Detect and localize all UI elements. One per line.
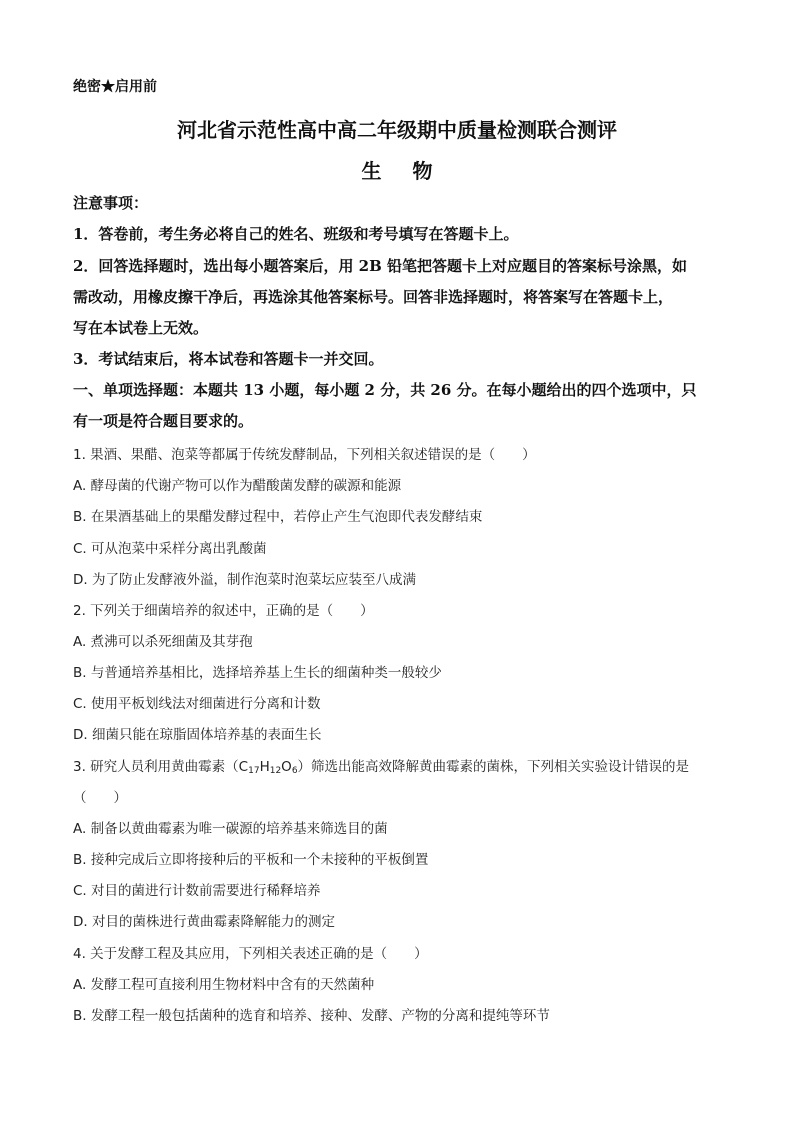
question-2-option-b: B. 与普通培养基相比，选择培养基上生长的细菌种类一般较少 <box>73 665 442 681</box>
question-3-option-b: B. 接种完成后立即将接种后的平板和一个未接种的平板倒置 <box>73 852 429 868</box>
question-1-option-c: C. 可从泡菜中采样分离出乳酸菌 <box>73 541 267 557</box>
question-4-option-b: B. 发酵工程一般包括菌种的选育和培养、接种、发酵、产物的分离和提纯等环节 <box>73 1008 550 1024</box>
note-3: 3．考试结束后，将本试卷和答题卡一并交回。 <box>73 350 384 368</box>
question-2-option-c: C. 使用平板划线法对细菌进行分离和计数 <box>73 696 321 712</box>
question-1-option-b: B. 在果酒基础上的果醋发酵过程中，若停止产生气泡即代表发酵结束 <box>73 509 483 525</box>
question-3-option-a: A. 制备以黄曲霉素为唯一碳源的培养基来筛选目的菌 <box>73 821 388 837</box>
question-2-option-d: D. 细菌只能在琼脂固体培养基的表面生长 <box>73 727 322 743</box>
note-1: 1．答卷前，考生务必将自己的姓名、班级和考号填写在答题卡上。 <box>73 225 519 243</box>
question-3-stem-continued: （ ） <box>73 790 127 806</box>
question-1-option-a: A. 酵母菌的代谢产物可以作为醋酸菌发酵的碳源和能源 <box>73 478 402 494</box>
confidential-label: 绝密★启用前 <box>73 79 157 95</box>
section-heading-line-1: 一、单项选择题：本题共 13 小题，每小题 2 分，共 26 分。在每小题给出的四个选项中，只 <box>73 381 697 399</box>
exam-title: 河北省示范性高中高二年级期中质量检测联合测评 <box>177 118 617 142</box>
question-3-option-c: C. 对目的菌进行计数前需要进行稀释培养 <box>73 883 321 899</box>
subject-title: 生 物 <box>361 159 445 183</box>
question-4-option-a: A. 发酵工程可直接利用生物材料中含有的天然菌种 <box>73 977 375 993</box>
section-heading-line-2: 有一项是符合题目要求的。 <box>73 412 254 430</box>
question-3-stem: 3. 研究人员利用黄曲霉素$(C_{17}H_{12}O_6)$筛选出能高效降解黄曲霉素的菌株，下列相关实验设计错误的是 <box>73 759 690 776</box>
question-1-stem: 1. 果酒、果醋、泡菜等都属于传统发酵制品，下列相关叙述错误的是（ ） <box>73 447 536 463</box>
question-3-option-d: D. 对目的菌株进行黄曲霉素降解能力的测定 <box>73 914 335 930</box>
notes-heading: 注意事项： <box>73 194 149 212</box>
question-1-option-d: D. 为了防止发酵液外溢，制作泡菜时泡菜坛应装至八成满 <box>73 572 416 588</box>
question-2-stem: 2. 下列关于细菌培养的叙述中，正确的是（ ） <box>73 603 374 619</box>
note-2-line-2: 需改动，用橡皮擦干净后，再选涂其他答案标号。回答非选择题时，将答案写在答题卡上， <box>73 288 674 306</box>
note-2-line-1: 2．回答选择题时，选出每小题答案后，用 2B 铅笔把答题卡上对应题目的答案标号涂黑，如 <box>73 257 688 275</box>
question-2-option-a: A. 煮沸可以杀死细菌及其芽孢 <box>73 634 253 650</box>
note-2-line-3: 写在本试卷上无效。 <box>73 319 209 337</box>
question-4-stem: 4. 关于发酵工程及其应用，下列相关表述正确的是（ ） <box>73 946 428 962</box>
